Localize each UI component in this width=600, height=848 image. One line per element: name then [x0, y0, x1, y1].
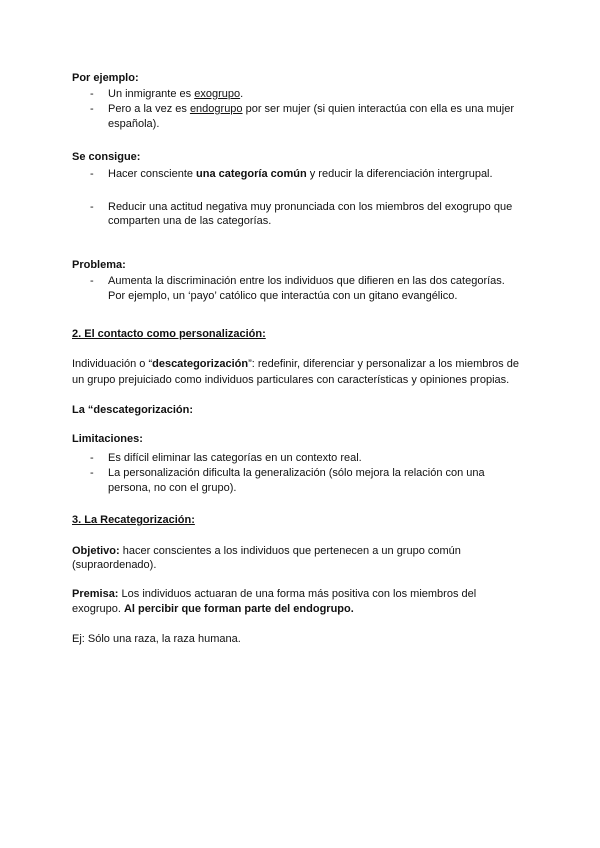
- label-premisa: Premisa:: [72, 588, 119, 600]
- bullet-dash: -: [90, 168, 94, 180]
- list-item-limitacion-2-cont: persona, no con el grupo).: [108, 482, 237, 494]
- bullet-dash: -: [90, 452, 94, 464]
- list-item-consigue-2: Reducir una actitud negativa muy pronunciada con los miembros del exogrupo que: [108, 201, 513, 213]
- label-objetivo: Objetivo:: [72, 545, 120, 557]
- heading-contacto-personalizacion: 2. El contacto como personalización:: [72, 328, 266, 340]
- paragraph-objetivo-cont: (supraordenado).: [72, 559, 157, 571]
- paragraph-individuacion: Individuación o “descategorización”: redefinir, diferenciar y personalizar a los miembros de: [72, 358, 519, 370]
- heading-recategorizacion: 3. La Recategorización:: [72, 514, 195, 526]
- term-endogrupo: endogrupo: [189, 103, 243, 115]
- list-item-problema-1: Aumenta la discriminación entre los individuos que difieren en las dos categorías.: [108, 275, 505, 287]
- list-item-ejemplo-2: Pero a la vez es endogrupo por ser mujer (si quien interactúa con ella es una mujer: [108, 103, 515, 115]
- subheading-descategorizacion: La “descategorización:: [72, 404, 194, 416]
- bullet-dash: -: [90, 275, 94, 287]
- term-exogrupo: exogrupo: [194, 88, 241, 100]
- heading-limitaciones: Limitaciones:: [72, 433, 143, 445]
- list-item-ejemplo-2-cont: española).: [108, 118, 160, 130]
- list-item-limitacion-1: Es difícil eliminar las categorías en un contexto real.: [108, 452, 362, 464]
- heading-por-ejemplo: Por ejemplo:: [72, 72, 139, 84]
- paragraph-ejemplo-raza: Ej: Sólo una raza, la raza humana.: [72, 633, 241, 645]
- list-item-ejemplo-1: Un inmigrante es exogrupo.: [108, 88, 244, 100]
- paragraph-individuacion-cont: un grupo prejuiciado como individuos particulares con características y opiniones propias.: [72, 374, 510, 386]
- list-item-consigue-2-cont: comparten una de las categorías.: [108, 215, 272, 227]
- heading-se-consigue: Se consigue:: [72, 151, 141, 163]
- paragraph-premisa: Premisa: Los individuos actuaran de una forma más positiva con los miembros del: [72, 588, 477, 600]
- paragraph-objetivo: Objetivo: hacer conscientes a los individuos que pertenecen a un grupo común: [72, 545, 461, 557]
- bullet-dash: -: [90, 88, 94, 100]
- bullet-dash: -: [90, 201, 94, 213]
- heading-problema: Problema:: [72, 259, 126, 271]
- bullet-dash: -: [90, 467, 94, 479]
- list-item-problema-1-cont: Por ejemplo, un ‘payo’ católico que interactúa con un gitano evangélico.: [108, 290, 458, 302]
- list-item-consigue-1: Hacer consciente una categoría común y reducir la diferenciación intergrupal.: [108, 168, 493, 180]
- bullet-dash: -: [90, 103, 94, 115]
- list-item-limitacion-2: La personalización dificulta la generalización (sólo mejora la relación con una: [108, 467, 485, 479]
- paragraph-premisa-cont: exogrupo. Al percibir que forman parte del endogrupo.: [72, 603, 354, 615]
